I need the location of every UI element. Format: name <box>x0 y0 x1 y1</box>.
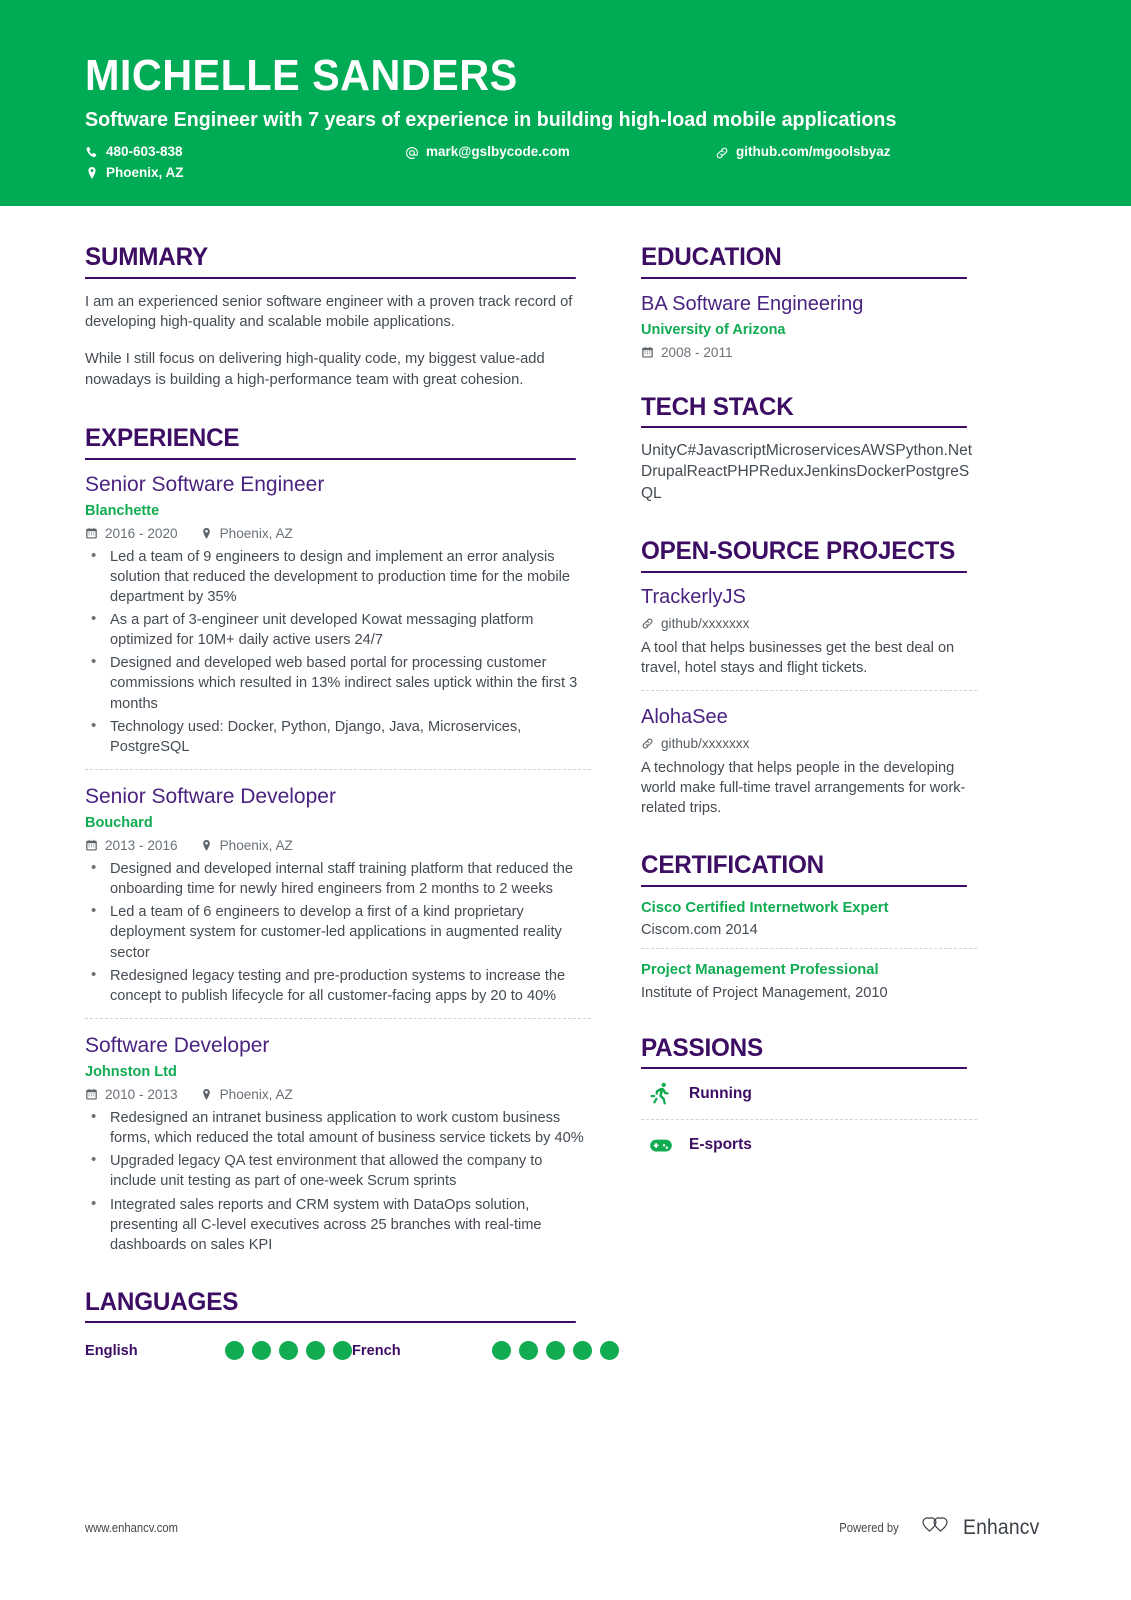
enhancv-logo-icon <box>916 1513 954 1542</box>
at-icon <box>405 146 419 160</box>
job-location <box>200 838 293 853</box>
project-link[interactable] <box>641 736 977 751</box>
level-dot <box>333 1341 352 1360</box>
job-meta <box>85 838 591 853</box>
footer-brand-block <box>836 1513 1046 1542</box>
project-link-text: github/xxxxxxx <box>661 615 750 631</box>
job-bullets <box>85 1108 591 1255</box>
passion-label: Running <box>689 1085 752 1103</box>
summary-paragraph-1: I am an experienced senior software engineer with a proven track record of developing high-quality and scalable mobile applications. <box>85 293 573 331</box>
project-description: A technology that helps people in the developing world make full-time travel arrangements for work-related trips. <box>641 759 966 817</box>
link-icon <box>641 737 654 750</box>
project-entry <box>641 573 977 678</box>
language-name: French <box>352 1342 401 1359</box>
calendar-icon <box>85 839 98 852</box>
language-level-dots <box>225 1341 352 1360</box>
education-dates-text: 2008 - 2011 <box>661 344 733 360</box>
job-location <box>200 1087 293 1102</box>
level-dot <box>546 1341 565 1360</box>
project-link-text: github/xxxxxxx <box>661 735 750 751</box>
job-bullet: • Upgraded legacy QA test environment that allowed the company to include unit testing as part of one-week Scrum sprints <box>85 1151 591 1191</box>
job-bullet: • Technology used: Docker, Python, Django, Java, Microservices, PostgreSQL <box>85 717 591 757</box>
job-bullet: • Led a team of 6 engineers to develop a first of a kind proprietary deployment system for customer-led applications in augmented reality sector <box>85 902 591 962</box>
education-school: University of Arizona <box>641 321 786 338</box>
certification-issuer: Ciscom.com 2014 <box>641 922 758 939</box>
contact-link[interactable] <box>715 142 1015 163</box>
section-summary <box>85 244 591 391</box>
summary-heading: SUMMARY <box>85 244 576 279</box>
left-column <box>85 206 621 1360</box>
certification-name: Cisco Certified Internetwork Expert <box>641 899 889 916</box>
gamepad-icon <box>647 1131 675 1159</box>
certification-entry <box>641 887 977 938</box>
contact-block <box>85 142 1046 184</box>
summary-paragraph-2: While I still focus on delivering high-quality code, my biggest value-add nowadays is building a high-performance team with great cohesion. <box>85 351 545 389</box>
job-bullet: • Integrated sales reports and CRM system with DataOps solution, presenting all C-level executives across 25 branches with real-time dashboards on sales KPI <box>85 1195 591 1255</box>
location-pin-icon <box>200 1088 213 1101</box>
level-dot <box>600 1341 619 1360</box>
experience-entry <box>85 1018 591 1255</box>
language-level-dots <box>492 1341 619 1360</box>
certification-entry <box>641 948 977 1000</box>
phone-icon <box>85 146 99 160</box>
job-location-text: Phoenix, AZ <box>219 838 293 854</box>
certification-heading: CERTIFICATION <box>641 852 967 887</box>
section-certification <box>641 852 977 1000</box>
job-company: Bouchard <box>85 815 153 832</box>
job-title: Senior Software Engineer <box>85 472 325 496</box>
tech-stack-text: UnityC#JavascriptMicroservicesAWSPython.NetDrupalReactPHPReduxJenkinsDockerPostgreSQL <box>641 442 973 502</box>
enhancv-brand <box>916 1513 1046 1542</box>
language-item <box>352 1341 619 1360</box>
job-bullet: • Designed and developed web based portal for processing customer commissions which resulted in 13% indirect sales uptick within the first 3 months <box>85 653 591 713</box>
contact-line-2 <box>85 163 1046 184</box>
job-dates-text: 2010 - 2013 <box>105 1087 178 1103</box>
education-dates <box>641 345 977 360</box>
job-bullet: • Redesigned an intranet business application to work custom business forms, which reduced the total amount of business service tickets by 40% <box>85 1108 591 1148</box>
project-entry <box>641 690 977 818</box>
project-name: AlohaSee <box>641 705 728 728</box>
section-languages <box>85 1289 591 1361</box>
job-bullets <box>85 859 591 1006</box>
level-dot <box>225 1341 244 1360</box>
calendar-icon <box>641 346 654 359</box>
right-column <box>621 206 977 1360</box>
link-icon <box>715 146 729 160</box>
languages-row <box>85 1341 591 1360</box>
resume-header <box>0 0 1131 206</box>
project-name: TrackerlyJS <box>641 585 746 608</box>
contact-link-text: github.com/mgoolsbyaz <box>736 144 891 160</box>
experience-entry <box>85 769 591 1006</box>
passions-heading: PASSIONS <box>641 1035 967 1070</box>
section-experience <box>85 425 591 1255</box>
job-dates-text: 2013 - 2016 <box>105 838 178 854</box>
language-item <box>85 1341 352 1360</box>
language-name: English <box>85 1342 138 1359</box>
certification-name: Project Management Professional <box>641 962 879 979</box>
job-dates <box>85 526 178 541</box>
link-icon <box>641 617 654 630</box>
calendar-icon <box>85 1088 98 1101</box>
contact-email[interactable] <box>405 142 715 163</box>
job-location-text: Phoenix, AZ <box>219 525 293 541</box>
tech-stack-heading: TECH STACK <box>641 394 967 429</box>
job-location <box>200 526 293 541</box>
section-tech-stack <box>641 394 977 505</box>
education-degree: BA Software Engineering <box>641 292 864 315</box>
job-dates <box>85 1087 178 1102</box>
contact-line-1 <box>85 142 1046 163</box>
level-dot <box>519 1341 538 1360</box>
education-heading: EDUCATION <box>641 244 967 279</box>
candidate-name: MICHELLE SANDERS <box>85 51 518 100</box>
job-bullet: • Led a team of 9 engineers to design and implement an error analysis solution that reduced the development to production time for the mobile department by 35% <box>85 547 591 607</box>
calendar-icon <box>85 527 98 540</box>
contact-phone[interactable] <box>85 142 405 163</box>
job-dates <box>85 838 178 853</box>
job-company: Johnston Ltd <box>85 1064 177 1081</box>
level-dot <box>279 1341 298 1360</box>
job-bullet: • As a part of 3-engineer unit developed Kowat messaging platform optimized for 10M+ daily active users 24/7 <box>85 610 591 650</box>
certification-issuer: Institute of Project Management, 2010 <box>641 984 888 1001</box>
level-dot <box>492 1341 511 1360</box>
powered-by-label: Powered by <box>839 1520 899 1535</box>
contact-phone-text: 480-603-838 <box>106 144 183 160</box>
job-title: Software Developer <box>85 1033 270 1057</box>
languages-heading: LANGUAGES <box>85 1289 576 1324</box>
resume-body <box>0 206 1131 1360</box>
enhancv-wordmark: Enhancv <box>962 1515 1040 1539</box>
project-description: A tool that helps businesses get the best deal on travel, hotel stays and flight tickets. <box>641 639 955 676</box>
experience-heading: EXPERIENCE <box>85 425 576 460</box>
job-title: Senior Software Developer <box>85 784 336 808</box>
contact-location-text: Phoenix, AZ <box>106 165 184 181</box>
job-bullet: • Redesigned legacy testing and pre-production systems to increase the concept to publish lifecycle for all customer-facing apps by 20 to 40% <box>85 966 591 1006</box>
location-pin-icon <box>200 839 213 852</box>
footer-url[interactable]: www.enhancv.com <box>85 1520 178 1535</box>
education-entry <box>641 292 977 360</box>
section-education <box>641 244 977 360</box>
project-link[interactable] <box>641 616 977 631</box>
job-bullet: • Designed and developed internal staff training platform that reduced the onboarding time for newly hired engineers from 2 months to 2 weeks <box>85 859 591 899</box>
level-dot <box>252 1341 271 1360</box>
resume-footer <box>0 1513 1131 1542</box>
passion-label: E-sports <box>689 1136 752 1154</box>
passion-item <box>641 1119 977 1170</box>
location-pin-icon <box>85 166 99 180</box>
job-bullets <box>85 547 591 757</box>
section-passions <box>641 1035 977 1171</box>
candidate-headline: Software Engineer with 7 years of experience in building high-load mobile applications <box>85 107 897 131</box>
section-open-source-projects <box>641 538 977 818</box>
passion-item <box>641 1069 977 1119</box>
contact-location <box>85 163 405 184</box>
level-dot <box>573 1341 592 1360</box>
job-location-text: Phoenix, AZ <box>219 1087 293 1103</box>
job-meta <box>85 1087 591 1102</box>
job-dates-text: 2016 - 2020 <box>105 525 178 541</box>
location-pin-icon <box>200 527 213 540</box>
projects-heading: OPEN-SOURCE PROJECTS <box>641 538 967 573</box>
contact-email-text: mark@gslbycode.com <box>426 144 570 160</box>
experience-entry <box>85 460 591 757</box>
job-meta <box>85 526 591 541</box>
level-dot <box>306 1341 325 1360</box>
job-company: Blanchette <box>85 502 160 519</box>
running-icon <box>647 1080 675 1108</box>
